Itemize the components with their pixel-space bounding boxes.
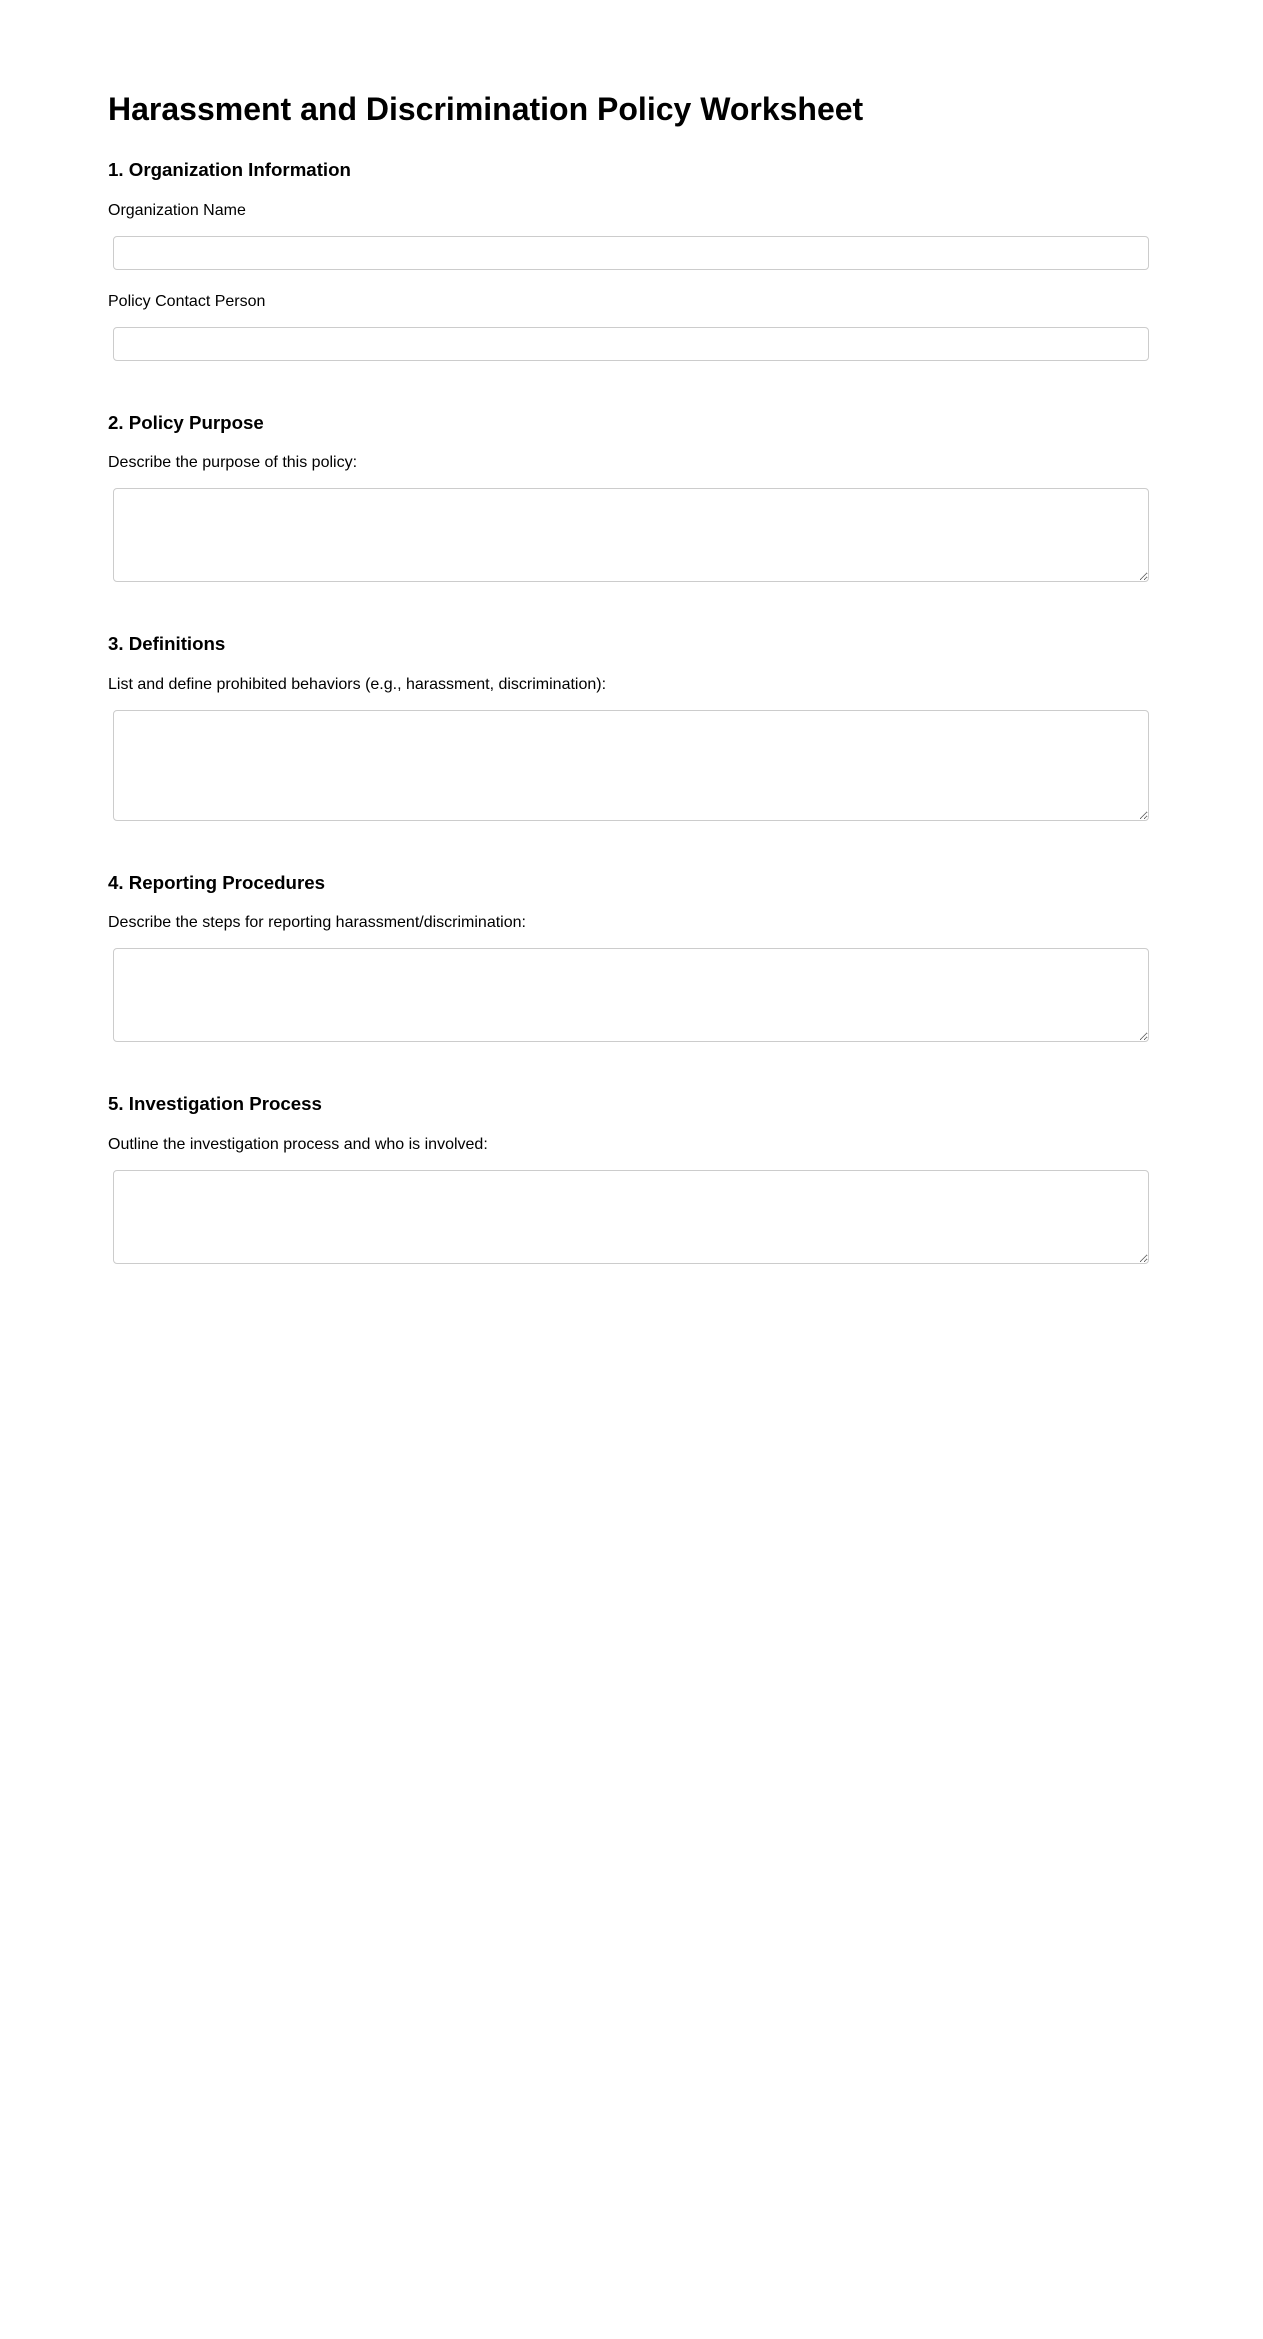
reporting-procedures-label: Describe the steps for reporting harassment/discrimination: (108, 914, 526, 931)
policy-purpose-label: Describe the purpose of this policy: (108, 454, 358, 471)
investigation-process-textarea[interactable] (113, 1170, 1149, 1264)
policy-purpose-field-group (108, 454, 1149, 582)
definitions-label: List and define prohibited behaviors (e.g., harassment, discrimination): (108, 675, 607, 693)
definitions-textarea[interactable] (113, 710, 1149, 821)
section-heading-definitions: 3. Definitions (108, 633, 226, 654)
definitions-field-group (108, 676, 1149, 821)
policy-contact-person-label: Policy Contact Person (108, 292, 266, 310)
reporting-procedures-field-group (108, 914, 1149, 1042)
section-investigation-process (108, 1093, 1149, 1264)
section-definitions (108, 633, 1149, 821)
investigation-process-label: Outline the investigation process and who is involved: (108, 1135, 488, 1153)
section-heading-organization-information: 1. Organization Information (108, 159, 351, 180)
policy-purpose-textarea[interactable] (113, 488, 1149, 582)
worksheet-page (0, 91, 1149, 1264)
section-reporting-procedures (108, 872, 1149, 1043)
section-heading-reporting-procedures: 4. Reporting Procedures (108, 871, 326, 893)
investigation-process-field-group (108, 1136, 1149, 1264)
page-title: Harassment and Discrimination Policy Worksheet (108, 91, 864, 127)
reporting-procedures-textarea[interactable] (113, 948, 1149, 1042)
section-organization-information (108, 159, 1149, 361)
section-policy-purpose (108, 412, 1149, 583)
section-heading-policy-purpose: 2. Policy Purpose (108, 411, 264, 433)
organization-name-field-group (108, 202, 1149, 270)
policy-contact-person-input[interactable] (113, 327, 1149, 361)
section-heading-investigation-process: 5. Investigation Process (108, 1093, 322, 1114)
organization-name-input[interactable] (113, 236, 1149, 270)
policy-contact-person-field-group (108, 293, 1149, 361)
organization-name-label: Organization Name (108, 201, 246, 219)
